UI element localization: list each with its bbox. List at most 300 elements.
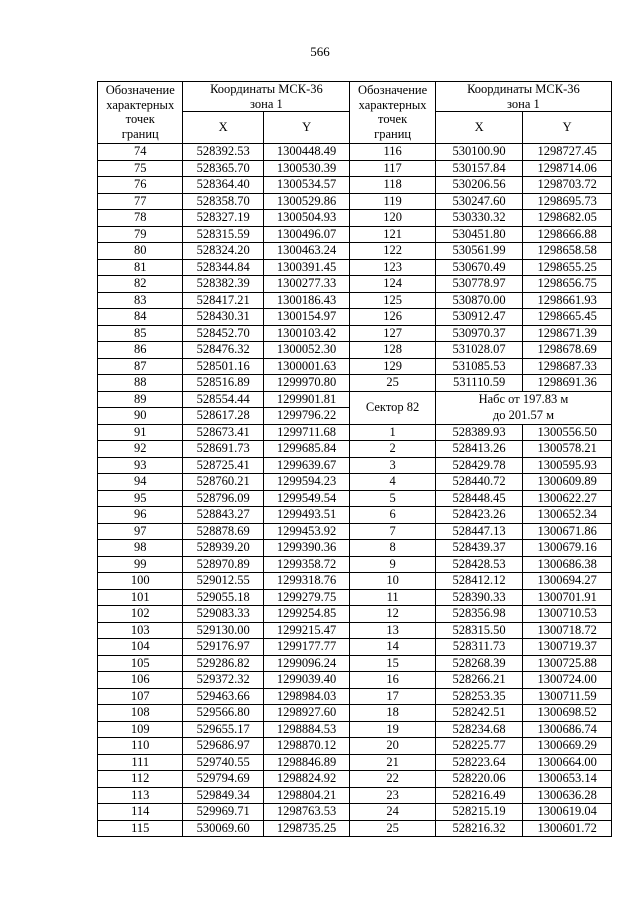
- x-coordinate: 528344.84: [183, 259, 263, 276]
- point-number: 16: [350, 672, 435, 689]
- point-number: 100: [98, 573, 183, 590]
- sector-note-line: до 201.57 м: [492, 407, 554, 422]
- x-coordinate: 528725.41: [183, 457, 263, 474]
- x-coordinate: 528315.50: [435, 622, 523, 639]
- y-coordinate: 1300595.93: [523, 457, 612, 474]
- x-coordinate: 528430.31: [183, 309, 263, 326]
- x-coordinate: 528691.73: [183, 441, 263, 458]
- point-number: 25: [350, 375, 435, 392]
- table-row: [98, 259, 612, 276]
- y-coordinate: 1299711.68: [263, 424, 350, 441]
- y-coordinate: 1300664.00: [523, 754, 612, 771]
- table-row: [98, 342, 612, 359]
- table-row: [98, 292, 612, 309]
- x-coordinate: 528216.49: [435, 787, 523, 804]
- y-coordinate: 1300277.33: [263, 276, 350, 293]
- x-header-left: X: [183, 112, 263, 144]
- x-coordinate: 528389.93: [435, 424, 523, 441]
- point-number: 6: [350, 507, 435, 524]
- point-number: 93: [98, 457, 183, 474]
- y-coordinate: 1300504.93: [263, 210, 350, 227]
- y-coordinate: 1299493.51: [263, 507, 350, 524]
- x-coordinate: 528878.69: [183, 523, 263, 540]
- y-coordinate: 1298884.53: [263, 721, 350, 738]
- y-coordinate: 1298666.88: [523, 226, 612, 243]
- y-coordinate: 1299215.47: [263, 622, 350, 639]
- table-row: [98, 606, 612, 623]
- x-coordinate: 529686.97: [183, 738, 263, 755]
- x-coordinate: 530247.60: [435, 193, 523, 210]
- y-coordinate: 1300725.88: [523, 655, 612, 672]
- y-coordinate: 1299096.24: [263, 655, 350, 672]
- table-row: [98, 787, 612, 804]
- point-number: 84: [98, 309, 183, 326]
- point-number: 112: [98, 771, 183, 788]
- point-number: 129: [350, 358, 435, 375]
- x-coordinate: 530100.90: [435, 144, 523, 161]
- y-coordinate: 1300622.27: [523, 490, 612, 507]
- y-coordinate: 1300186.43: [263, 292, 350, 309]
- table-row: [98, 622, 612, 639]
- y-coordinate: 1300652.34: [523, 507, 612, 524]
- x-coordinate: 531028.07: [435, 342, 523, 359]
- y-coordinate: 1298927.60: [263, 705, 350, 722]
- x-coordinate: 528970.89: [183, 556, 263, 573]
- y-coordinate: 1298735.25: [263, 820, 350, 837]
- table-row: [98, 160, 612, 177]
- table-row: [98, 226, 612, 243]
- designation-header-right: Обозначение характерных точек границ: [350, 82, 435, 144]
- table-row: [98, 193, 612, 210]
- point-number: 22: [350, 771, 435, 788]
- x-coordinate: 528216.32: [435, 820, 523, 837]
- point-number: 76: [98, 177, 183, 194]
- y-coordinate: 1300529.86: [263, 193, 350, 210]
- point-number: 115: [98, 820, 183, 837]
- designation-header-left: Обозначение характерных точек границ: [98, 82, 183, 144]
- y-coordinate: 1300556.50: [523, 424, 612, 441]
- point-number: 8: [350, 540, 435, 557]
- point-number: 123: [350, 259, 435, 276]
- x-coordinate: 528439.37: [435, 540, 523, 557]
- point-number: 128: [350, 342, 435, 359]
- x-coordinate: 531110.59: [435, 375, 523, 392]
- x-coordinate: 528673.41: [183, 424, 263, 441]
- point-number: 94: [98, 474, 183, 491]
- y-coordinate: 1300653.14: [523, 771, 612, 788]
- x-coordinate: 528412.12: [435, 573, 523, 590]
- table-row: [98, 391, 612, 408]
- point-number: 105: [98, 655, 183, 672]
- x-coordinate: 528242.51: [435, 705, 523, 722]
- point-number: 91: [98, 424, 183, 441]
- point-number: 75: [98, 160, 183, 177]
- y-coordinate: 1300719.37: [523, 639, 612, 656]
- x-coordinate: 530157.84: [435, 160, 523, 177]
- point-number: 92: [98, 441, 183, 458]
- x-coordinate: 528447.13: [435, 523, 523, 540]
- x-coordinate: 528413.26: [435, 441, 523, 458]
- x-coordinate: 530912.47: [435, 309, 523, 326]
- y-coordinate: 1298678.69: [523, 342, 612, 359]
- point-number: 86: [98, 342, 183, 359]
- table-row: [98, 771, 612, 788]
- table-row: [98, 589, 612, 606]
- y-coordinate: 1300578.21: [523, 441, 612, 458]
- x-coordinate: 528253.35: [435, 688, 523, 705]
- y-coordinate: 1300496.07: [263, 226, 350, 243]
- y-coordinate: 1300609.89: [523, 474, 612, 491]
- point-number: 20: [350, 738, 435, 755]
- header-row: [98, 82, 612, 112]
- x-coordinate: 528223.64: [435, 754, 523, 771]
- point-number: 114: [98, 804, 183, 821]
- point-number: 88: [98, 375, 183, 392]
- point-number: 7: [350, 523, 435, 540]
- table-row: [98, 804, 612, 821]
- x-coordinate: 528356.98: [435, 606, 523, 623]
- point-number: 4: [350, 474, 435, 491]
- table-row: [98, 507, 612, 524]
- x-coordinate: 528617.28: [183, 408, 263, 425]
- sector-note: [435, 391, 611, 424]
- x-coordinate: 528939.20: [183, 540, 263, 557]
- y-coordinate: 1299594.23: [263, 474, 350, 491]
- x-coordinate: 528382.39: [183, 276, 263, 293]
- x-coordinate: 530970.37: [435, 325, 523, 342]
- y-coordinate: 1300391.45: [263, 259, 350, 276]
- y-coordinate: 1299970.80: [263, 375, 350, 392]
- table-row: [98, 358, 612, 375]
- point-number: 24: [350, 804, 435, 821]
- point-number: 5: [350, 490, 435, 507]
- point-number: 124: [350, 276, 435, 293]
- y-coordinate: 1300463.24: [263, 243, 350, 260]
- x-coordinate: 528266.21: [435, 672, 523, 689]
- point-number: 12: [350, 606, 435, 623]
- point-number: 99: [98, 556, 183, 573]
- y-coordinate: 1298984.03: [263, 688, 350, 705]
- x-coordinate: 528760.21: [183, 474, 263, 491]
- table-row: [98, 540, 612, 557]
- x-coordinate: 528315.59: [183, 226, 263, 243]
- x-coordinate: 529566.80: [183, 705, 263, 722]
- table-row: [98, 375, 612, 392]
- y-coordinate: 1300636.28: [523, 787, 612, 804]
- y-coordinate: 1298714.06: [523, 160, 612, 177]
- x-coordinate: 529372.32: [183, 672, 263, 689]
- table-row: [98, 243, 612, 260]
- point-number: 2: [350, 441, 435, 458]
- table-row: [98, 424, 612, 441]
- point-number: 10: [350, 573, 435, 590]
- table-row: [98, 309, 612, 326]
- x-coordinate: 528324.20: [183, 243, 263, 260]
- table-row: [98, 655, 612, 672]
- x-coordinate: 528311.73: [435, 639, 523, 656]
- point-number: 78: [98, 210, 183, 227]
- x-coordinate: 529740.55: [183, 754, 263, 771]
- y-coordinate: 1299254.85: [263, 606, 350, 623]
- point-number: 15: [350, 655, 435, 672]
- x-coordinate: 529055.18: [183, 589, 263, 606]
- point-number: 80: [98, 243, 183, 260]
- y-coordinate: 1300679.16: [523, 540, 612, 557]
- y-coordinate: 1300669.29: [523, 738, 612, 755]
- y-coordinate: 1298846.89: [263, 754, 350, 771]
- point-number: 74: [98, 144, 183, 161]
- point-number: 127: [350, 325, 435, 342]
- point-number: 108: [98, 705, 183, 722]
- x-coordinate: 528225.77: [435, 738, 523, 755]
- y-coordinate: 1300103.42: [263, 325, 350, 342]
- x-coordinate: 529083.33: [183, 606, 263, 623]
- table-row: [98, 276, 612, 293]
- coords-header-left: Координаты МСК-36 зона 1: [183, 82, 350, 112]
- y-coordinate: 1298658.58: [523, 243, 612, 260]
- point-number: 109: [98, 721, 183, 738]
- y-coordinate: 1298804.21: [263, 787, 350, 804]
- point-number: 125: [350, 292, 435, 309]
- x-coordinate: 528554.44: [183, 391, 263, 408]
- x-coordinate: 529176.97: [183, 639, 263, 656]
- y-coordinate: 1300530.39: [263, 160, 350, 177]
- y-coordinate: 1299318.76: [263, 573, 350, 590]
- x-coordinate: 531085.53: [435, 358, 523, 375]
- y-coordinate: 1299177.77: [263, 639, 350, 656]
- x-coordinate: 528215.19: [435, 804, 523, 821]
- y-coordinate: 1298763.53: [263, 804, 350, 821]
- point-number: 23: [350, 787, 435, 804]
- point-number: 101: [98, 589, 183, 606]
- x-coordinate: 528390.33: [435, 589, 523, 606]
- point-number: 82: [98, 276, 183, 293]
- table-row: [98, 441, 612, 458]
- point-number: 83: [98, 292, 183, 309]
- x-coordinate: 528234.68: [435, 721, 523, 738]
- y-coordinate: 1299796.22: [263, 408, 350, 425]
- point-number: 117: [350, 160, 435, 177]
- y-coordinate: 1300448.49: [263, 144, 350, 161]
- y-coordinate: 1300619.04: [523, 804, 612, 821]
- x-coordinate: 529849.34: [183, 787, 263, 804]
- table-row: [98, 325, 612, 342]
- y-coordinate: 1300711.59: [523, 688, 612, 705]
- y-coordinate: 1298824.92: [263, 771, 350, 788]
- point-number: 11: [350, 589, 435, 606]
- table-row: [98, 144, 612, 161]
- x-coordinate: 528452.70: [183, 325, 263, 342]
- x-coordinate: 528476.32: [183, 342, 263, 359]
- y-coordinate: 1299358.72: [263, 556, 350, 573]
- table-row: [98, 573, 612, 590]
- y-coordinate: 1298656.75: [523, 276, 612, 293]
- x-coordinate: 530670.49: [435, 259, 523, 276]
- x-coordinate: 530330.32: [435, 210, 523, 227]
- x-coordinate: 528501.16: [183, 358, 263, 375]
- point-number: 17: [350, 688, 435, 705]
- point-number: 113: [98, 787, 183, 804]
- point-number: 87: [98, 358, 183, 375]
- point-number: 18: [350, 705, 435, 722]
- y-header-right: Y: [523, 112, 612, 144]
- y-coordinate: 1300686.74: [523, 721, 612, 738]
- y-coordinate: 1300701.91: [523, 589, 612, 606]
- point-number: 77: [98, 193, 183, 210]
- y-coordinate: 1299453.92: [263, 523, 350, 540]
- x-coordinate: 528423.26: [435, 507, 523, 524]
- x-coordinate: 528417.21: [183, 292, 263, 309]
- point-number: 90: [98, 408, 183, 425]
- point-number: 85: [98, 325, 183, 342]
- x-coordinate: 530069.60: [183, 820, 263, 837]
- y-coordinate: 1300534.57: [263, 177, 350, 194]
- y-coordinate: 1300710.53: [523, 606, 612, 623]
- y-header-left: Y: [263, 112, 350, 144]
- point-number: 97: [98, 523, 183, 540]
- y-coordinate: 1298671.39: [523, 325, 612, 342]
- point-number: 96: [98, 507, 183, 524]
- point-number: 3: [350, 457, 435, 474]
- point-number: 120: [350, 210, 435, 227]
- y-coordinate: 1299549.54: [263, 490, 350, 507]
- table-row: [98, 457, 612, 474]
- table-row: [98, 672, 612, 689]
- coordinates-table: [97, 81, 612, 837]
- x-coordinate: 530778.97: [435, 276, 523, 293]
- point-number: 121: [350, 226, 435, 243]
- y-coordinate: 1299639.67: [263, 457, 350, 474]
- x-coordinate: 528365.70: [183, 160, 263, 177]
- y-coordinate: 1298727.45: [523, 144, 612, 161]
- point-number: 106: [98, 672, 183, 689]
- y-coordinate: 1298661.93: [523, 292, 612, 309]
- table-row: [98, 474, 612, 491]
- y-coordinate: 1300698.52: [523, 705, 612, 722]
- table-row: [98, 210, 612, 227]
- y-coordinate: 1300686.38: [523, 556, 612, 573]
- y-coordinate: 1298682.05: [523, 210, 612, 227]
- table-row: [98, 738, 612, 755]
- table-row: [98, 490, 612, 507]
- point-number: 119: [350, 193, 435, 210]
- table-row: [98, 523, 612, 540]
- y-coordinate: 1300052.30: [263, 342, 350, 359]
- sector-note-line: Набс от 197.83 м: [478, 392, 569, 406]
- y-coordinate: 1300001.63: [263, 358, 350, 375]
- x-coordinate: 530206.56: [435, 177, 523, 194]
- point-number: 9: [350, 556, 435, 573]
- point-number: 111: [98, 754, 183, 771]
- y-coordinate: 1300724.00: [523, 672, 612, 689]
- table-row: [98, 556, 612, 573]
- y-coordinate: 1298665.45: [523, 309, 612, 326]
- x-coordinate: 530561.99: [435, 243, 523, 260]
- point-number: 21: [350, 754, 435, 771]
- x-coordinate: 528268.39: [435, 655, 523, 672]
- x-coordinate: 528392.53: [183, 144, 263, 161]
- point-number: 79: [98, 226, 183, 243]
- point-number: 1: [350, 424, 435, 441]
- y-coordinate: 1299685.84: [263, 441, 350, 458]
- x-coordinate: 528327.19: [183, 210, 263, 227]
- y-coordinate: 1300718.72: [523, 622, 612, 639]
- x-coordinate: 528358.70: [183, 193, 263, 210]
- point-number: 95: [98, 490, 183, 507]
- x-coordinate: 530870.00: [435, 292, 523, 309]
- y-coordinate: 1298703.72: [523, 177, 612, 194]
- point-number: 104: [98, 639, 183, 656]
- y-coordinate: 1299279.75: [263, 589, 350, 606]
- point-number: 103: [98, 622, 183, 639]
- table-row: [98, 688, 612, 705]
- page-number: 566: [310, 44, 330, 59]
- y-coordinate: 1298870.12: [263, 738, 350, 755]
- point-number: 25: [350, 820, 435, 837]
- y-coordinate: 1299390.36: [263, 540, 350, 557]
- table-row: [98, 705, 612, 722]
- point-number: 102: [98, 606, 183, 623]
- x-coordinate: 528843.27: [183, 507, 263, 524]
- x-coordinate: 528440.72: [435, 474, 523, 491]
- point-number: 122: [350, 243, 435, 260]
- point-number: 13: [350, 622, 435, 639]
- point-number: 89: [98, 391, 183, 408]
- y-coordinate: 1300671.86: [523, 523, 612, 540]
- point-number: 98: [98, 540, 183, 557]
- x-coordinate: 529655.17: [183, 721, 263, 738]
- y-coordinate: 1298695.73: [523, 193, 612, 210]
- y-coordinate: 1300694.27: [523, 573, 612, 590]
- x-coordinate: 528429.78: [435, 457, 523, 474]
- x-coordinate: 529463.66: [183, 688, 263, 705]
- point-number: 118: [350, 177, 435, 194]
- x-coordinate: 528364.40: [183, 177, 263, 194]
- x-header-right: X: [435, 112, 523, 144]
- coords-header-right: Координаты МСК-36 зона 1: [435, 82, 611, 112]
- x-coordinate: 528796.09: [183, 490, 263, 507]
- x-coordinate: 529794.69: [183, 771, 263, 788]
- x-coordinate: 528448.45: [435, 490, 523, 507]
- table-row: [98, 721, 612, 738]
- y-coordinate: 1299901.81: [263, 391, 350, 408]
- y-coordinate: 1299039.40: [263, 672, 350, 689]
- point-number: 14: [350, 639, 435, 656]
- x-coordinate: 528428.53: [435, 556, 523, 573]
- x-coordinate: 530451.80: [435, 226, 523, 243]
- table-row: [98, 177, 612, 194]
- y-coordinate: 1298655.25: [523, 259, 612, 276]
- point-number: 81: [98, 259, 183, 276]
- point-number: 19: [350, 721, 435, 738]
- y-coordinate: 1300154.97: [263, 309, 350, 326]
- point-number: 110: [98, 738, 183, 755]
- x-coordinate: 529012.55: [183, 573, 263, 590]
- y-coordinate: 1300601.72: [523, 820, 612, 837]
- x-coordinate: 529130.00: [183, 622, 263, 639]
- sector-label: Сектор 82: [350, 391, 435, 424]
- table-row: [98, 754, 612, 771]
- point-number: 116: [350, 144, 435, 161]
- table-row: [98, 820, 612, 837]
- x-coordinate: 528516.89: [183, 375, 263, 392]
- x-coordinate: 528220.06: [435, 771, 523, 788]
- y-coordinate: 1298691.36: [523, 375, 612, 392]
- x-coordinate: 529969.71: [183, 804, 263, 821]
- table-row: [98, 639, 612, 656]
- point-number: 107: [98, 688, 183, 705]
- y-coordinate: 1298687.33: [523, 358, 612, 375]
